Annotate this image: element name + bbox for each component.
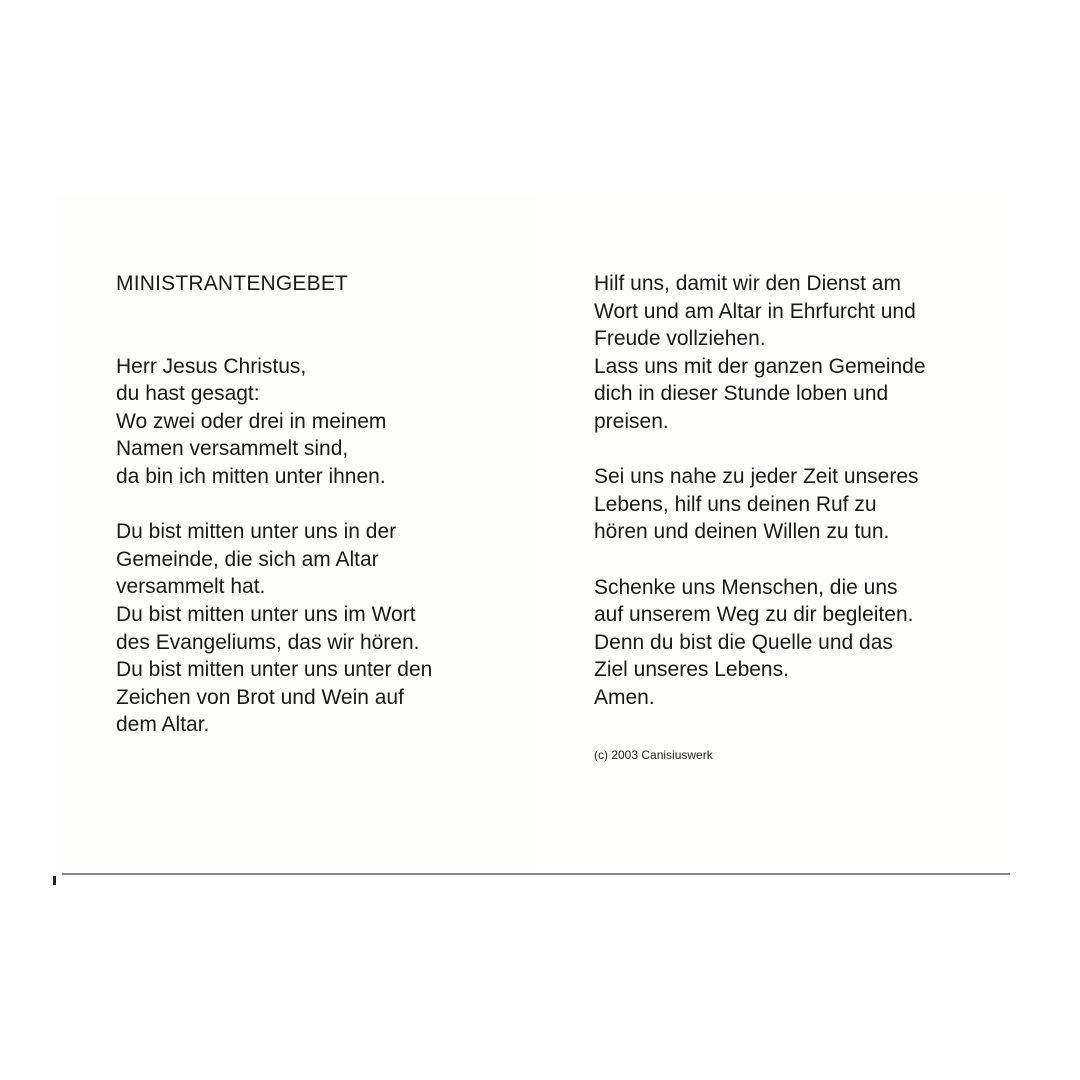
text-line: dich in dieser Stunde loben und	[594, 382, 889, 406]
right-column	[594, 270, 926, 712]
text-line: Namen versammelt sind,	[116, 437, 349, 461]
text-line: Lebens, hilf uns deinen Ruf zu	[594, 492, 877, 516]
text-line: Hilf uns, damit wir den Dienst am	[594, 272, 901, 295]
spacer	[594, 546, 926, 574]
stanza-invocation	[116, 353, 432, 491]
text-line: Du bist mitten unter uns in der	[116, 520, 397, 544]
text-line: Gemeinde, die sich am Altar	[116, 547, 379, 571]
stanza-presence	[116, 518, 432, 739]
text-line: Du bist mitten unter uns im Wort	[116, 602, 416, 626]
text-line: Wort und am Altar in Ehrfurcht und	[594, 299, 916, 323]
copyright-notice: (c) 2003 Canisiuswerk	[594, 748, 713, 762]
text-line: Du bist mitten unter uns unter den	[116, 658, 433, 682]
text-line: dem Altar.	[116, 713, 210, 737]
text-line: Wo zwei oder drei in meinem	[116, 409, 387, 433]
card-bottom-edge	[62, 873, 1010, 875]
text-line: Lass uns mit der ganzen Gemeinde	[594, 354, 926, 378]
spacer	[116, 298, 432, 353]
text-line: Freude vollziehen.	[594, 327, 766, 351]
text-line: Sei uns nahe zu jeder Zeit unseres	[594, 465, 919, 489]
text-line: Denn du bist die Quelle und das	[594, 630, 893, 654]
text-line: da bin ich mitten unter ihnen.	[116, 464, 386, 488]
spacer	[594, 436, 926, 464]
left-column	[116, 270, 432, 739]
stanza-nearness	[594, 463, 926, 546]
text-line: Zeichen von Brot und Wein auf	[116, 685, 404, 709]
text-line: auf unserem Weg zu dir begleiten.	[594, 603, 914, 627]
text-line: Herr Jesus Christus,	[116, 354, 307, 378]
text-line: Schenke uns Menschen, die uns	[594, 575, 898, 599]
text-line: Ziel unseres Lebens.	[594, 658, 789, 682]
text-line: versammelt hat.	[116, 575, 266, 599]
scan-edge-mark	[53, 876, 56, 885]
text-line: du hast gesagt:	[116, 382, 260, 406]
text-line: des Evangeliums, das wir hören.	[116, 630, 420, 654]
prayer-title: MINISTRANTENGEBET	[116, 272, 349, 295]
stanza-closing	[594, 574, 926, 712]
text-line: Amen.	[594, 685, 655, 709]
text-line: preisen.	[594, 409, 669, 433]
stanza-service	[594, 270, 926, 436]
spacer	[116, 491, 432, 519]
text-line: hören und deinen Willen zu tun.	[594, 520, 890, 544]
